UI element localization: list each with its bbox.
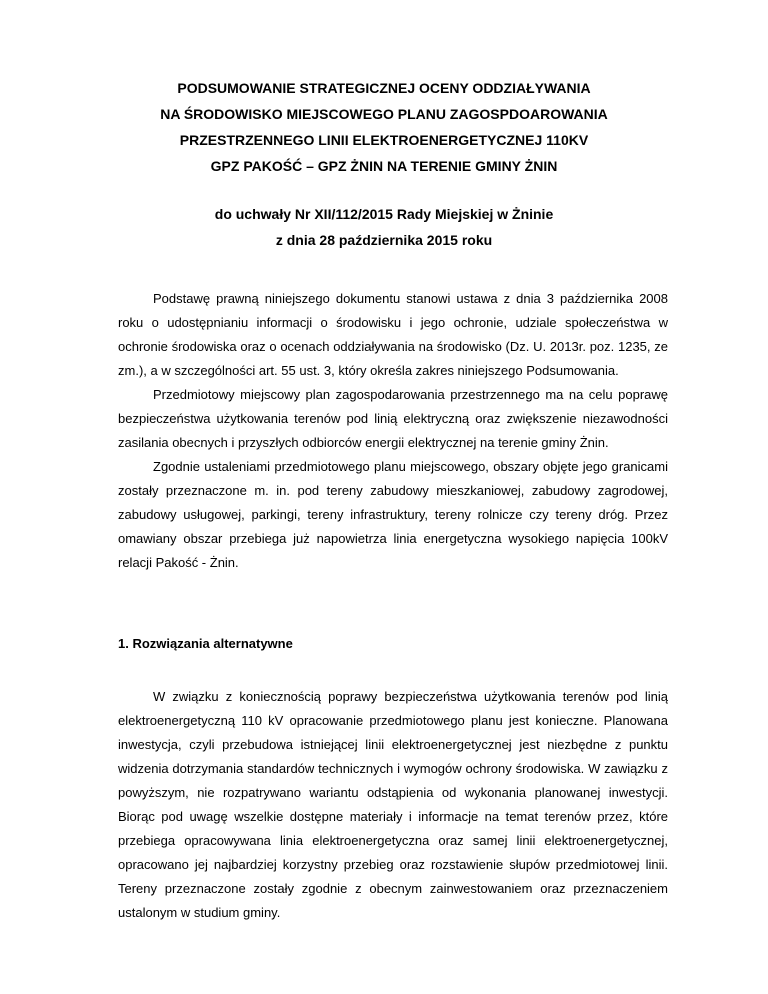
intro-section — [118, 287, 668, 575]
section-heading: 1. Rozwiązania alternatywne — [118, 636, 293, 651]
resolution-number: do uchwały Nr XII/112/2015 Rady Miejskiej w Żninie — [214, 206, 554, 222]
resolution-reference — [0, 201, 768, 253]
title-line: PRZESTRZENNEGO LINII ELEKTROENERGETYCZNEJ 110KV — [179, 132, 589, 148]
section-1-paragraph: W związku z koniecznością poprawy bezpieczeństwa użytkowania terenów pod linią elektroenergetyczną 110 kV opracowanie przedmiotowego planu jest konieczne. Planowana inwestycja, czyli przebudowa istniejącej linii elektroenergetycznej jest niezbędne z punktu widzenia dotrzymania standardów technicznych i wymogów ochrony środowiska. W zawiązku z powyższym, nie rozpatrywano wariantu odstąpienia od wykonania planowanej inwestycji. Biorąc pod uwagę wszelkie dostępne materiały i informacje na temat terenów przez, które przebiega opracowywana linia elektroenergetyczna oraz samej linii elektroenergetycznej, opracowano jej najbardziej korzystny przebieg oraz rozstawienie słupów przedmiotowej linii. Tereny przeznaczone zostały zgodnie z obecnym zainwestowaniem oraz przeznaczeniem ustalonym w studium gminy. — [118, 689, 668, 920]
intro-paragraph-land-use: Zgodnie ustaleniami przedmiotowego planu miejscowego, obszary objęte jego granicami zostały przeznaczone m. in. pod tereny zabudowy mieszkaniowej, zabudowy zagrodowej, zabudowy usługowej, parkingi, tereny infrastruktury, tereny rolnicze czy tereny dróg. Przez omawiany obszar przebiega już napowietrza linia energetyczna wysokiego napięcia 100kV relacji Pakość - Żnin. — [118, 459, 668, 570]
title-line: NA ŚRODOWISKO MIEJSCOWEGO PLANU ZAGOSPDOAROWANIA — [160, 106, 608, 122]
resolution-date: z dnia 28 października 2015 roku — [275, 232, 493, 248]
intro-paragraph-purpose: Przedmiotowy miejscowy plan zagospodarowania przestrzennego ma na celu poprawę bezpieczeństwa użytkowania terenów pod linią elektryczną oraz zwiększenie niezawodności zasilania obecnych i przyszłych odbiorców energii elektrycznej na terenie gminy Żnin. — [118, 387, 668, 450]
document-title — [0, 75, 768, 179]
title-line: GPZ PAKOŚĆ – GPZ ŻNIN NA TERENIE GMINY ŻNIN — [210, 158, 558, 174]
section-1-body — [118, 685, 668, 925]
title-line: PODSUMOWANIE STRATEGICZNEJ OCENY ODDZIAŁYWANIA — [177, 80, 591, 96]
intro-paragraph-legal-basis: Podstawę prawną niniejszego dokumentu stanowi ustawa z dnia 3 października 2008 roku o udostępnianiu informacji o środowisku i jego ochronie, udziale społeczeństwa w ochronie środowiska oraz o ocenach oddziaływania na środowisko (Dz. U. 2013r. poz. 1235, ze zm.), a w szczególności art. 55 ust. 3, który określa zakres niniejszego Podsumowania. — [118, 291, 668, 378]
